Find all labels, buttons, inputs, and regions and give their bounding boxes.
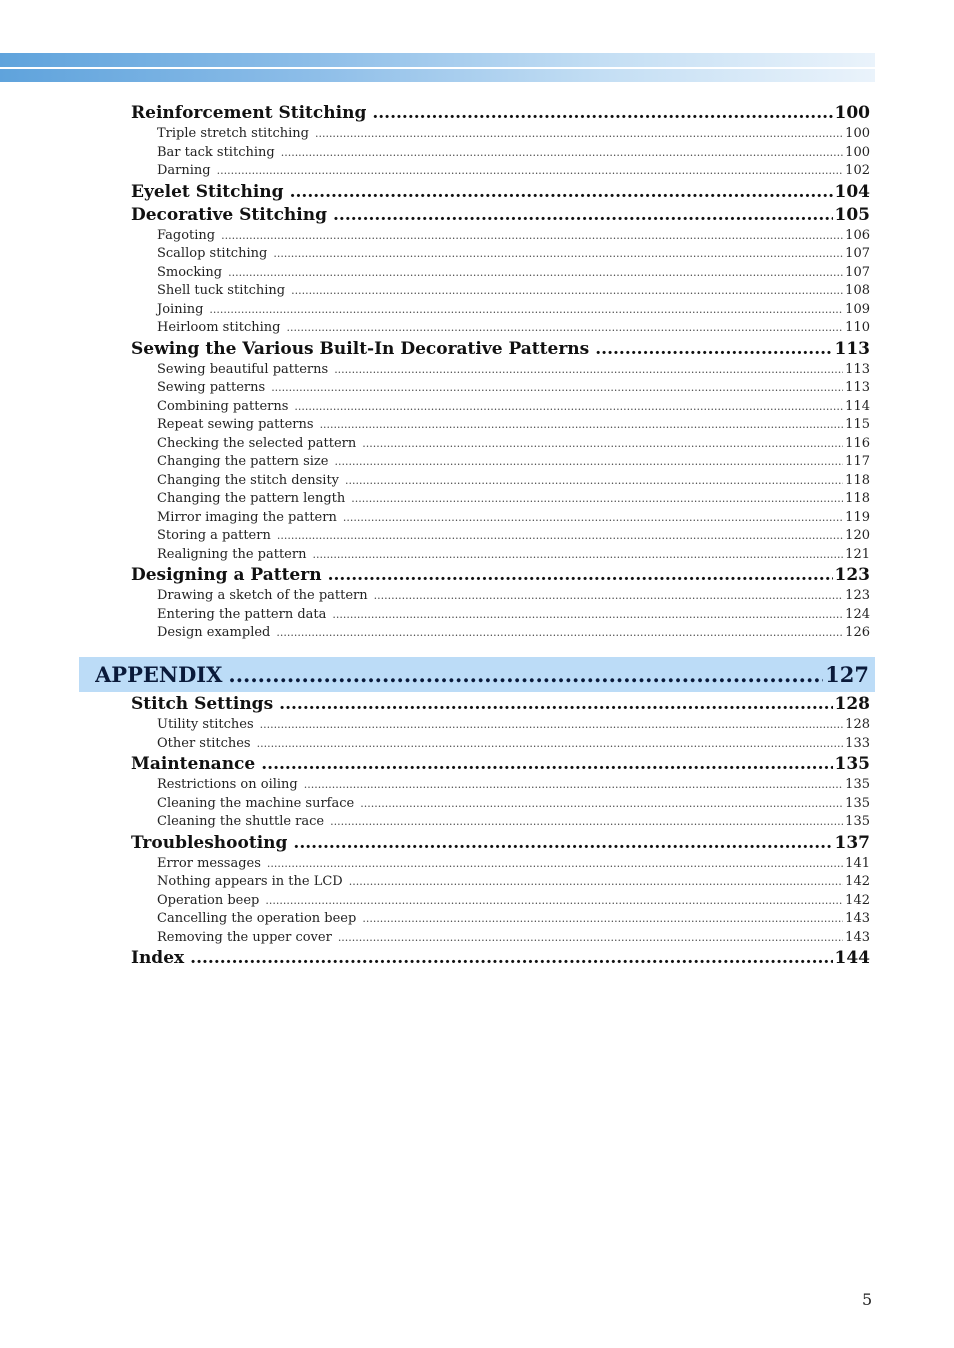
toc-subentry[interactable] <box>131 227 870 246</box>
toc-entry-page: 109 <box>845 301 870 317</box>
toc-subentry[interactable] <box>131 453 870 472</box>
toc-subentry[interactable] <box>131 416 870 435</box>
toc-entry-page: 135 <box>845 777 870 792</box>
dot-leader <box>595 338 832 361</box>
toc-subentry[interactable] <box>131 873 870 892</box>
toc-entry-page: 143 <box>845 929 870 945</box>
toc-heading-entry[interactable] <box>131 693 870 716</box>
toc-heading-entry[interactable] <box>131 204 870 227</box>
toc-entry-title: Triple stretch stitching <box>157 126 309 141</box>
toc-subentry[interactable] <box>131 162 870 181</box>
dot-leader <box>265 892 843 911</box>
toc-entry-title: Heirloom stitching <box>157 320 281 335</box>
toc-entry-page: 118 <box>845 491 870 506</box>
toc-subentry[interactable] <box>131 606 870 625</box>
dot-leader <box>328 564 833 587</box>
toc-entry-page: 114 <box>845 398 870 414</box>
toc-subentry[interactable] <box>131 379 870 398</box>
toc-entry-title: Fagoting <box>157 227 216 243</box>
header-band-top <box>0 53 875 67</box>
toc-heading-entry[interactable] <box>131 947 870 970</box>
toc-entry-title: Index <box>131 948 185 968</box>
toc-heading-entry[interactable] <box>131 181 870 204</box>
toc-subentry[interactable] <box>131 910 870 929</box>
dot-leader <box>374 587 844 606</box>
toc-entry-page: 100 <box>845 126 870 141</box>
toc-entry-appendix[interactable] <box>95 657 869 692</box>
toc-subentry[interactable] <box>131 735 870 754</box>
toc-entry-page: 113 <box>834 338 870 359</box>
toc-entry-title: Restrictions on oiling <box>157 777 298 792</box>
toc-entry-title: Decorative Stitching <box>131 204 327 225</box>
toc-subentry[interactable] <box>131 472 870 491</box>
toc-subentry[interactable] <box>131 398 870 417</box>
toc-part-2 <box>131 693 870 970</box>
toc-entry-title: Nothing appears in the LCD <box>157 874 343 889</box>
dot-leader <box>294 398 843 417</box>
toc-entry-title: Changing the pattern size <box>157 454 329 469</box>
dot-leader <box>190 947 832 970</box>
dot-leader <box>293 832 832 855</box>
toc-entry-page: 118 <box>845 472 870 488</box>
toc-entry-title: Removing the upper cover <box>157 929 332 945</box>
toc-entry-page: 113 <box>845 361 870 377</box>
toc-entry-title: Realigning the pattern <box>157 546 307 562</box>
toc-entry-page: 124 <box>845 606 870 622</box>
toc-entry-title: Darning <box>157 163 211 178</box>
dot-leader <box>362 910 843 929</box>
appendix-section-bar <box>79 657 875 692</box>
toc-entry-page: 106 <box>845 227 870 243</box>
dot-leader <box>260 716 844 735</box>
toc-subentry[interactable] <box>131 892 870 911</box>
toc-subentry[interactable] <box>131 795 870 814</box>
toc-subentry[interactable] <box>131 144 870 163</box>
dot-leader <box>343 509 843 528</box>
toc-subentry[interactable] <box>131 435 870 454</box>
toc-entry-title: Scallop stitching <box>157 246 268 261</box>
toc-entry-page: 120 <box>845 528 870 543</box>
toc-entry-page: 107 <box>845 246 870 261</box>
toc-entry-title: Other stitches <box>157 735 251 751</box>
toc-entry-title: Smocking <box>157 264 223 280</box>
toc-entry-title: Changing the stitch density <box>157 472 340 488</box>
toc-subentry[interactable] <box>131 490 870 509</box>
page-number: 5 <box>862 1290 873 1309</box>
toc-entry-title: Cleaning the shuttle race <box>157 814 325 829</box>
toc-entry-title: Maintenance <box>131 754 256 774</box>
toc-heading-entry[interactable] <box>131 338 870 361</box>
dot-leader <box>290 181 833 204</box>
dot-leader <box>286 319 843 338</box>
toc-entry-page: 128 <box>834 694 870 714</box>
toc-entry-page: 143 <box>845 911 870 926</box>
toc-entry-page: 108 <box>845 283 870 298</box>
toc-entry-title: Sewing patterns <box>157 380 266 395</box>
toc-entry-title: Designing a Pattern <box>131 565 322 585</box>
toc-entry-title: Eyelet Stitching <box>131 181 284 202</box>
dot-leader <box>228 264 843 283</box>
toc-entry-title: Cleaning the machine surface <box>157 795 355 811</box>
dot-leader <box>277 527 843 546</box>
toc-heading-entry[interactable] <box>131 753 870 776</box>
toc-entry-title: Joining <box>157 301 204 317</box>
toc-entry-title: Checking the selected pattern <box>157 435 357 451</box>
toc-subentry[interactable] <box>131 776 870 795</box>
dot-leader <box>228 657 823 692</box>
dot-leader <box>304 776 843 795</box>
toc-entry-page: 116 <box>845 435 870 451</box>
toc-entry-title: Changing the pattern length <box>157 491 346 506</box>
toc-entry-page: 115 <box>845 417 870 432</box>
dot-leader <box>338 929 843 948</box>
toc-entry-page: 117 <box>845 454 870 469</box>
toc-entry-page: 135 <box>834 754 870 774</box>
toc-entry-title: Utility stitches <box>157 717 254 732</box>
toc-entry-page: 137 <box>834 832 870 853</box>
toc-entry-page: 144 <box>834 948 870 968</box>
dot-leader <box>351 490 843 509</box>
toc-subentry[interactable] <box>131 509 870 528</box>
dot-leader <box>267 855 843 874</box>
toc-entry-title: Combining patterns <box>157 398 289 414</box>
toc-entry-page: 110 <box>845 320 870 335</box>
toc-entry-title: Shell tuck stitching <box>157 283 286 298</box>
toc-subentry[interactable] <box>131 546 870 565</box>
toc-entry-title: Error messages <box>157 855 261 871</box>
dot-leader <box>291 282 843 301</box>
dot-leader <box>372 102 832 125</box>
toc-entry-page: 135 <box>845 795 870 811</box>
dot-leader <box>312 546 843 565</box>
toc-entry-page: 135 <box>845 814 870 829</box>
toc-entry-page: 123 <box>834 565 870 585</box>
appendix-title: APPENDIX <box>95 662 223 687</box>
toc-entry-page: 123 <box>845 588 870 603</box>
toc-entry-title: Entering the pattern data <box>157 606 327 622</box>
toc-entry-page: 100 <box>845 144 870 160</box>
dot-leader <box>334 453 843 472</box>
toc-subentry[interactable] <box>131 624 870 643</box>
toc-entry-title: Troubleshooting <box>131 832 288 853</box>
toc-heading-entry[interactable] <box>131 102 870 125</box>
dot-leader <box>362 435 843 454</box>
toc-subentry[interactable] <box>131 264 870 283</box>
toc-subentry[interactable] <box>131 855 870 874</box>
toc-subentry[interactable] <box>131 301 870 320</box>
toc-heading-entry[interactable] <box>131 832 870 855</box>
toc-entry-title: Cancelling the operation beep <box>157 911 357 926</box>
dot-leader <box>276 624 843 643</box>
dot-leader <box>271 379 843 398</box>
toc-subentry[interactable] <box>131 319 870 338</box>
toc-entry-page: 104 <box>834 181 870 202</box>
toc-subentry[interactable] <box>131 282 870 301</box>
dot-leader <box>217 162 844 181</box>
toc-entry-page: 133 <box>845 735 870 751</box>
dot-leader <box>261 753 832 776</box>
toc-subentry[interactable] <box>131 813 870 832</box>
toc-entry-page: 107 <box>845 264 870 280</box>
dot-leader <box>315 125 843 144</box>
dot-leader <box>221 227 843 246</box>
toc-entry-page: 142 <box>845 892 870 908</box>
toc-entry-page: 141 <box>845 855 870 871</box>
toc-entry-page: 142 <box>845 874 870 889</box>
toc-subentry[interactable] <box>131 587 870 606</box>
toc-subentry[interactable] <box>131 929 870 948</box>
toc-entry-title: Bar tack stitching <box>157 144 275 160</box>
appendix-page: 127 <box>825 662 869 687</box>
toc-part-1 <box>131 102 870 643</box>
toc-entry-page: 113 <box>845 380 870 395</box>
dot-leader <box>257 735 844 754</box>
toc-entry-page: 126 <box>845 625 870 640</box>
toc-entry-title: Stitch Settings <box>131 694 274 714</box>
toc-subentry[interactable] <box>131 527 870 546</box>
toc-entry-title: Operation beep <box>157 892 260 908</box>
dot-leader <box>279 693 832 716</box>
toc-subentry[interactable] <box>131 125 870 144</box>
toc-subentry[interactable] <box>131 361 870 380</box>
toc-entry-title: Sewing beautiful patterns <box>157 361 329 377</box>
toc-subentry[interactable] <box>131 245 870 264</box>
toc-entry-title: Drawing a sketch of the pattern <box>157 588 368 603</box>
toc-entry-title: Repeat sewing patterns <box>157 417 314 432</box>
toc-entry-title: Mirror imaging the pattern <box>157 509 337 525</box>
dot-leader <box>349 873 843 892</box>
dot-leader <box>330 813 843 832</box>
dot-leader <box>281 144 843 163</box>
toc-heading-entry[interactable] <box>131 564 870 587</box>
dot-leader <box>360 795 843 814</box>
toc-entry-page: 102 <box>845 163 870 178</box>
toc-entry-title: Storing a pattern <box>157 528 271 543</box>
toc-entry-page: 105 <box>834 204 870 225</box>
dot-leader <box>320 416 844 435</box>
dot-leader <box>273 245 843 264</box>
toc-entry-page: 128 <box>845 717 870 732</box>
dot-leader <box>334 361 843 380</box>
dot-leader <box>332 606 843 625</box>
toc-entry-page: 121 <box>845 546 870 562</box>
toc-entry-title: Design exampled <box>157 625 271 640</box>
toc-entry-title: Sewing the Various Built-In Decorative Patterns <box>131 338 590 359</box>
toc-entry-page: 100 <box>834 103 870 123</box>
toc-entry-title: Reinforcement Stitching <box>131 103 367 123</box>
toc-subentry[interactable] <box>131 716 870 735</box>
dot-leader <box>345 472 843 491</box>
dot-leader <box>333 204 833 227</box>
header-band-bottom <box>0 69 875 82</box>
dot-leader <box>209 301 843 320</box>
toc-entry-page: 119 <box>845 509 870 525</box>
